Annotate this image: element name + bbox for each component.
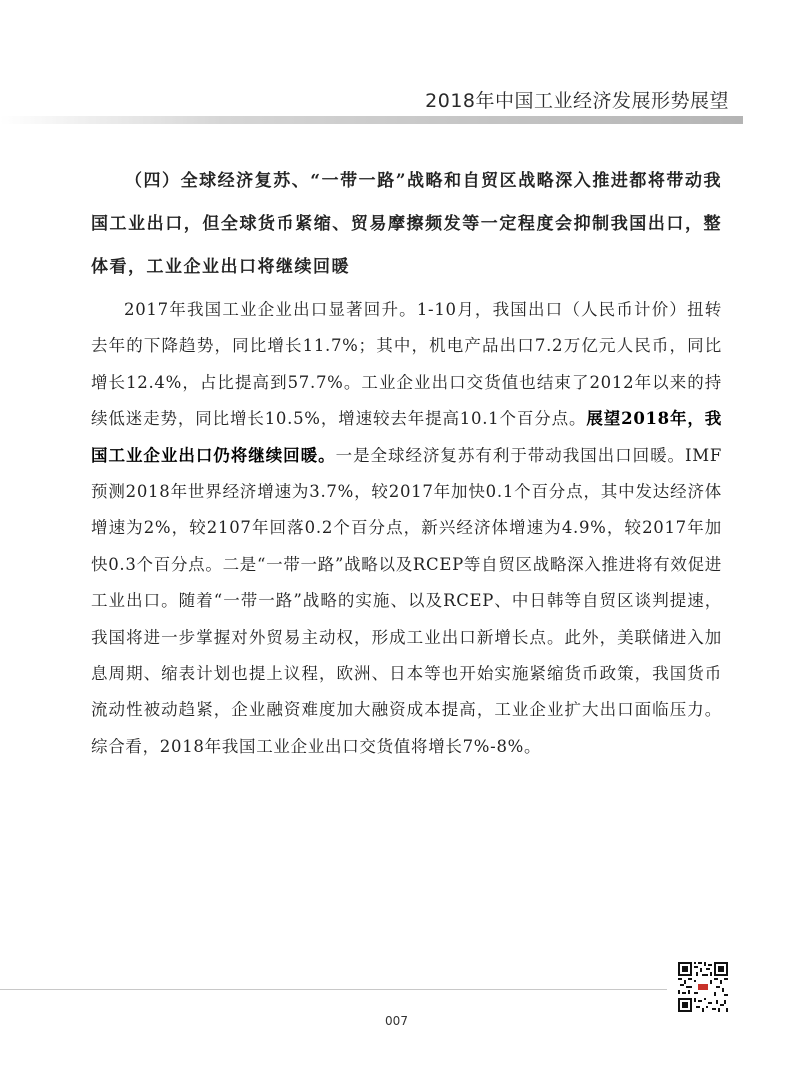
document-body	[91, 160, 722, 765]
qr-code-icon	[678, 962, 728, 1012]
footer-divider-line	[0, 989, 667, 990]
body-emphasis-text: 展望2018年，我国工业企业出口仍将继续回暖。	[91, 409, 722, 465]
page-number: 007	[385, 1014, 408, 1028]
page-header-title: 2018年中国工业经济发展形势展望	[425, 90, 729, 112]
header-divider-bar	[0, 116, 743, 124]
body-text-part1: 2017年我国工业企业出口显著回升。1-10月，我国出口（人民币计价）扭转去年的下降趋势，同比增长11.7%；其中，机电产品出口7.2万亿元人民币，同比增长12.4%，占比提高到57.7%。工业企业出口交货值也结束了2012年以来的持续低迷走势，同比增长10.5%，增速较去年提高10.1个百分点。	[91, 300, 722, 429]
section-heading: （四）全球经济复苏、“一带一路”战略和自贸区战略深入推进都将带动我国工业出口，但全球货币紧缩、贸易摩擦频发等一定程度会抑制我国出口，整体看，工业企业出口将继续回暖	[91, 171, 722, 277]
body-text-part2: 一是全球经济复苏有利于带动我国出口回暖。IMF预测2018年世界经济增速为3.7%，较2017年加快0.1个百分点，其中发达经济体增速为2%，较2107年回落0.2个百分点，新兴经济体增速为4.9%，较2017年加快0.3个百分点。二是“一带一路”战略以及RCEP等自贸区战略深入推进将有效促进工业出口。随着“一带一路”战略的实施、以及RCEP、中日韩等自贸区谈判提速，我国将进一步掌握对外贸易主动权，形成工业出口新增长点。此外，美联储进入加息周期、缩表计划也提上议程，欧洲、日本等也开始实施紧缩货币政策，我国货币流动性被动趋紧，企业融资难度加大融资成本提高，工业企业扩大出口面临压力。综合看，2018年我国工业企业出口交货值将增长7%-8%。	[91, 445, 722, 756]
body-paragraph	[91, 292, 722, 765]
